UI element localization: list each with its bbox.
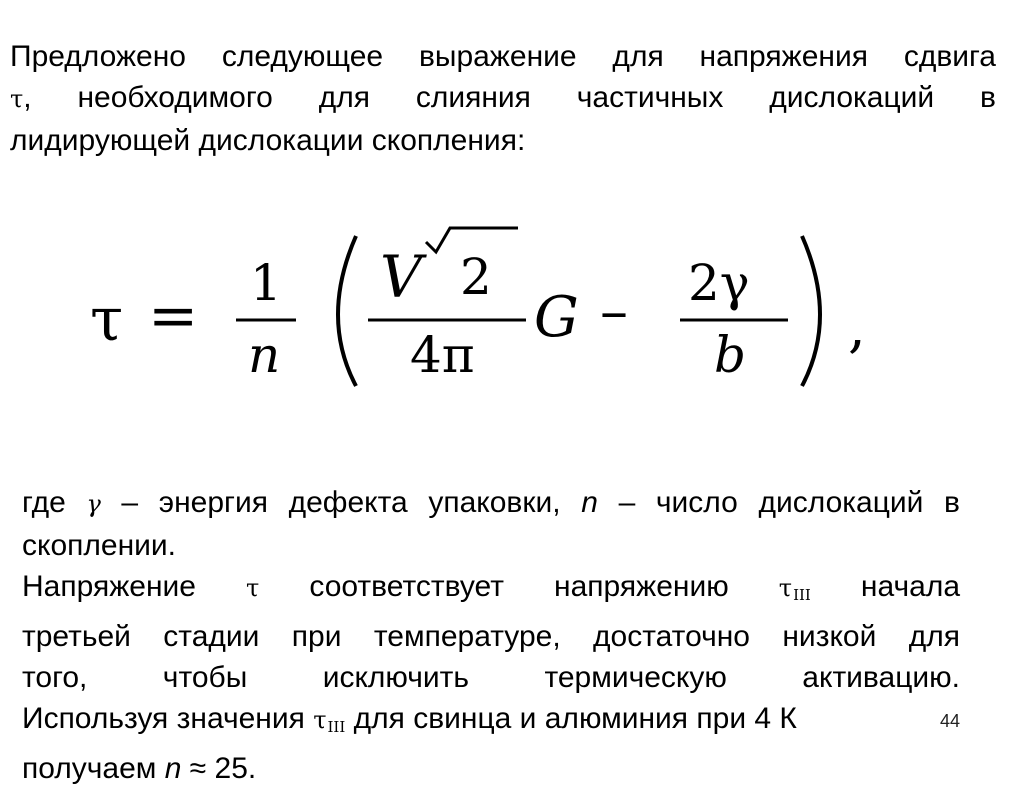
body-l3-a: Напряжение — [22, 570, 247, 603]
formula-equals: = — [148, 281, 199, 351]
formula-n: n — [248, 326, 281, 384]
body-line-1 — [22, 482, 960, 525]
tau-iii-subscript: III — [327, 718, 346, 736]
intro-line-1: Предложено следующее выражение для напряжения сдвига — [10, 40, 996, 73]
intro-line-2 — [10, 77, 996, 120]
body-line-3 — [22, 566, 960, 616]
tau-iii-symbol — [779, 574, 811, 602]
tau-iii-base: τ — [313, 706, 327, 734]
formula-tau: τ — [90, 285, 124, 355]
body-l3-c: начала — [810, 570, 961, 603]
page-number: 44 — [940, 711, 961, 731]
formula-minus: – — [600, 279, 628, 344]
formula-lines — [88, 218, 888, 398]
body-l1-b: – энергия дефекта упаковки, — [100, 486, 582, 519]
body-l3-b: соответствует напряжению — [259, 570, 779, 603]
body-l6-b: для свинца и алюминия при 4 К — [345, 702, 797, 735]
formula-one: 1 — [250, 254, 282, 312]
body-l7-b: ≈ 25. — [181, 752, 257, 785]
body-line-2: скоплении. — [22, 529, 176, 562]
intro-line-2-text: , необходимого для слияния частичных дислокаций в — [23, 81, 996, 114]
right-paren — [802, 236, 820, 386]
formula-b: b — [714, 326, 747, 384]
n-symbol: n — [164, 752, 182, 785]
intro-line-3: лидирующей дислокации скопления: — [10, 124, 526, 157]
formula-four-pi: 4π — [410, 326, 475, 384]
body-line-4: третьей стадии при температуре, достаточно низкой для — [22, 620, 960, 653]
tau-symbol: τ — [246, 574, 260, 602]
formula-sqrt-v: V — [380, 243, 422, 311]
gamma-symbol: γ — [86, 490, 101, 518]
formula-g: G — [534, 285, 579, 350]
formula-two: 2 — [460, 248, 492, 306]
body-l6-a: Используя значения — [22, 702, 314, 735]
formula-two-gamma: 2γ — [688, 254, 750, 312]
tau-iii-base: τ — [778, 574, 793, 602]
tau-iii-subscript: III — [793, 586, 811, 604]
body-l1-a: где — [22, 486, 87, 519]
body-line-7 — [22, 748, 960, 789]
tau-symbol: τ — [10, 85, 24, 113]
body-l7-a: получаем — [22, 752, 165, 785]
left-paren — [338, 236, 356, 386]
formula-comma: , — [848, 295, 866, 360]
intro-paragraph — [10, 36, 996, 161]
explanation-paragraph — [22, 482, 960, 789]
n-symbol: n — [581, 486, 598, 519]
shear-stress-formula — [88, 218, 888, 398]
body-line-5: того, чтобы исключить термическую активацию. — [22, 661, 960, 694]
body-l1-c: – число дислокаций в — [597, 486, 960, 519]
body-line-6 — [22, 698, 960, 748]
tau-iii-symbol — [313, 706, 345, 734]
